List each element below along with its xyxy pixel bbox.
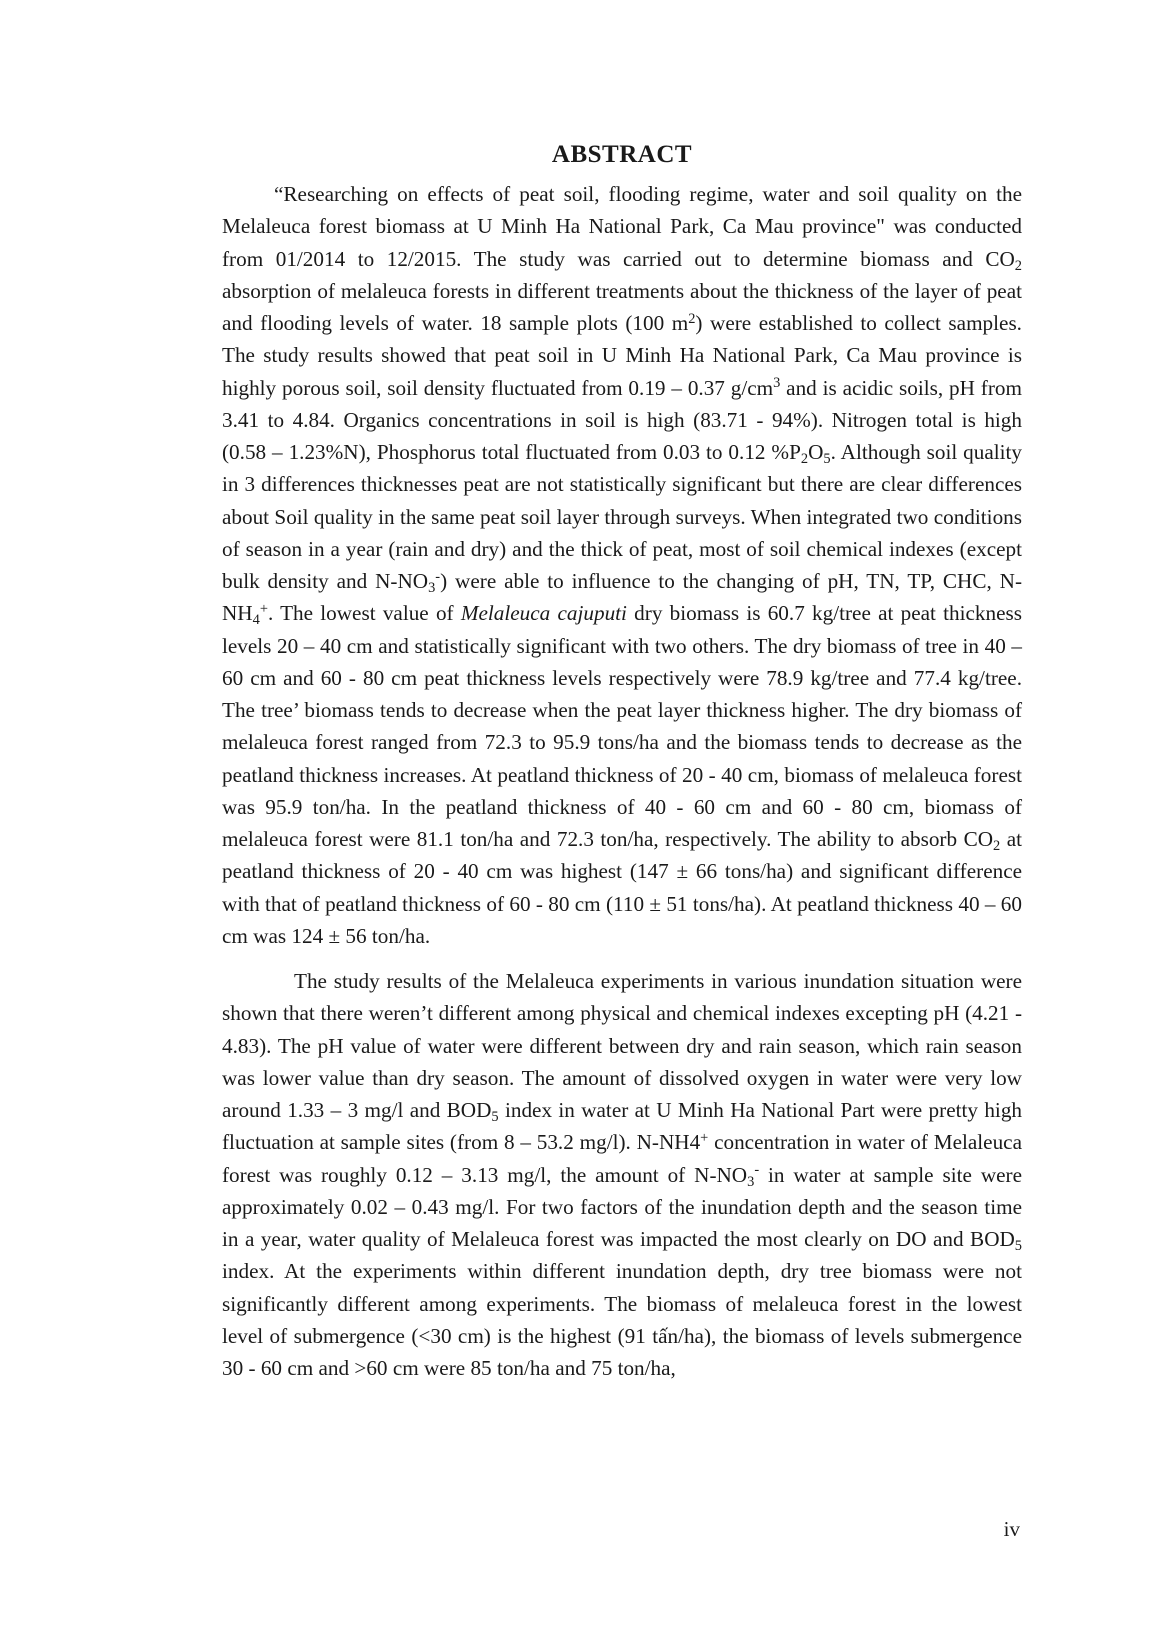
para1-run: . Although soil quality in 3 differences thicknesses peat are not statistically significant but there are clear differences about Soil quality in the same peat soil layer through surveys. When integrated two conditions of season in a year (rain and dry) and the thick of peat, most of soil chemical indexes (except bulk density and N-NO — [222, 440, 1022, 593]
para1-run: 2 — [993, 838, 1001, 855]
para1-run: 3 — [428, 580, 436, 597]
para2-run: The study results of the Melaleuca experiments in various inundation situation were shown that there weren’t different among physical and chemical indexes excepting pH (4.21 - 4.83). The pH value of water were different between dry and rain season, which rain season was lower value than dry season. The amount of dissolved oxygen in water were very low around 1.33 – 3 mg/l and BOD — [222, 969, 1022, 1122]
para1-run: 3 — [773, 375, 781, 392]
para1-run: ) were able to influence to the changing of pH, TN, TP, CHC, N-NH — [222, 569, 1022, 626]
para2-run: index. At the experiments within different inundation depth, dry tree biomass were not significantly different among experiments. The biomass of melaleuca forest in the lowest level of submergence (<30 cm) is the highest (91 tấn/ha), the biomass of levels submergence 30 - 60 cm and >60 cm were 85 ton/ha and 75 ton/ha, — [222, 1259, 1022, 1380]
abstract-paragraph-1 — [222, 178, 1022, 952]
abstract-section — [222, 138, 1022, 1384]
para1-run: 4 — [252, 612, 260, 629]
page-number: iv — [1003, 1517, 1020, 1541]
para1-run: 2 — [688, 310, 696, 327]
para2-run: index in water at U Minh Ha National Part were pretty high fluctuation at sample sites (from 8 – 53.2 mg/l). N-NH4 — [222, 1098, 1023, 1155]
para1-run: dry biomass is 60.7 kg/tree at peat thickness levels 20 – 40 cm and statistically significant with two others. The dry biomass of tree in 40 – 60 cm and 60 - 80 cm peat thickness levels respectively were 78.9 kg/tree and 77.4 kg/tree. The tree’ biomass tends to decrease when the peat layer thickness higher. The dry biomass of melaleuca forest ranged from 72.3 to 95.9 tons/ha and the biomass tends to decrease as the peatland thickness increases. At peatland thickness of 20 - 40 cm, biomass of melaleuca forest was 95.9 ton/ha. In the peatland thickness of 40 - 60 cm and 60 - 80 cm, biomass of melaleuca forest were 81.1 ton/ha and 72.3 ton/ha, respectively. The ability to absorb CO — [222, 601, 1022, 851]
para2-run: - — [754, 1162, 760, 1179]
para1-run: Melaleuca cajuputi — [460, 601, 627, 626]
para1-run: 2 — [800, 451, 809, 468]
para1-run: at peatland thickness of 20 - 40 cm was highest (147 ± 66 tons/ha) and significant difference with that of peatland thickness of 60 - 80 cm (110 ± 51 tons/ha). At peatland thickness 40 – 60 cm was 124 ± 56 ton/ha. — [222, 827, 1023, 948]
para1-run: + — [259, 601, 268, 618]
para1-run: - — [435, 568, 441, 585]
para1-run: O — [808, 440, 824, 464]
para2-run: concentration in water of Melaleuca forest was roughly 0.12 – 3.13 mg/l, the amount of N-NO — [222, 1130, 1022, 1187]
para2-run: 5 — [491, 1109, 499, 1126]
para2-run: in water at sample site were approximately 0.02 – 0.43 mg/l. For two factors of the inundation depth and the season time in a year, water quality of Melaleuca forest was impacted the most clearly on DO and BOD — [222, 1162, 1022, 1251]
para2-run: 5 — [1014, 1238, 1022, 1255]
para1-run: and is acidic soils, pH from 3.41 to 4.84. Organics concentrations in soil is high (83.71 - 94%). Nitrogen total is high (0.58 – 1.23%N), Phosphorus total fluctuated from 0.03 to 0.12 %P — [222, 375, 1022, 464]
para1-run: absorption of melaleuca forests in different treatments about the thickness of the layer of peat and flooding levels of water. 18 sample plots (100 m — [222, 278, 1022, 335]
para1-run: 2 — [1014, 257, 1022, 274]
para2-run: + — [700, 1130, 709, 1147]
para1-run: . The lowest value of — [267, 601, 461, 626]
para1-run: ) were established to collect samples. The study results showed that peat soil in U Minh Ha National Park, Ca Mau province is highly porous soil, soil density fluctuated from 0.19 – 0.37 g/cm — [222, 311, 1022, 400]
abstract-paragraph-2 — [222, 965, 1022, 1384]
para1-run: 5 — [823, 451, 831, 468]
para2-run: 3 — [747, 1173, 755, 1190]
abstract-heading: ABSTRACT — [551, 141, 693, 168]
para1-run: “Researching on effects of peat soil, flooding regime, water and soil quality on the Melaleuca forest biomass at U Minh Ha National Park, Ca Mau province" was conducted from 01/2014 to 12/2015. The study was carried out to determine biomass and CO — [222, 182, 1022, 271]
